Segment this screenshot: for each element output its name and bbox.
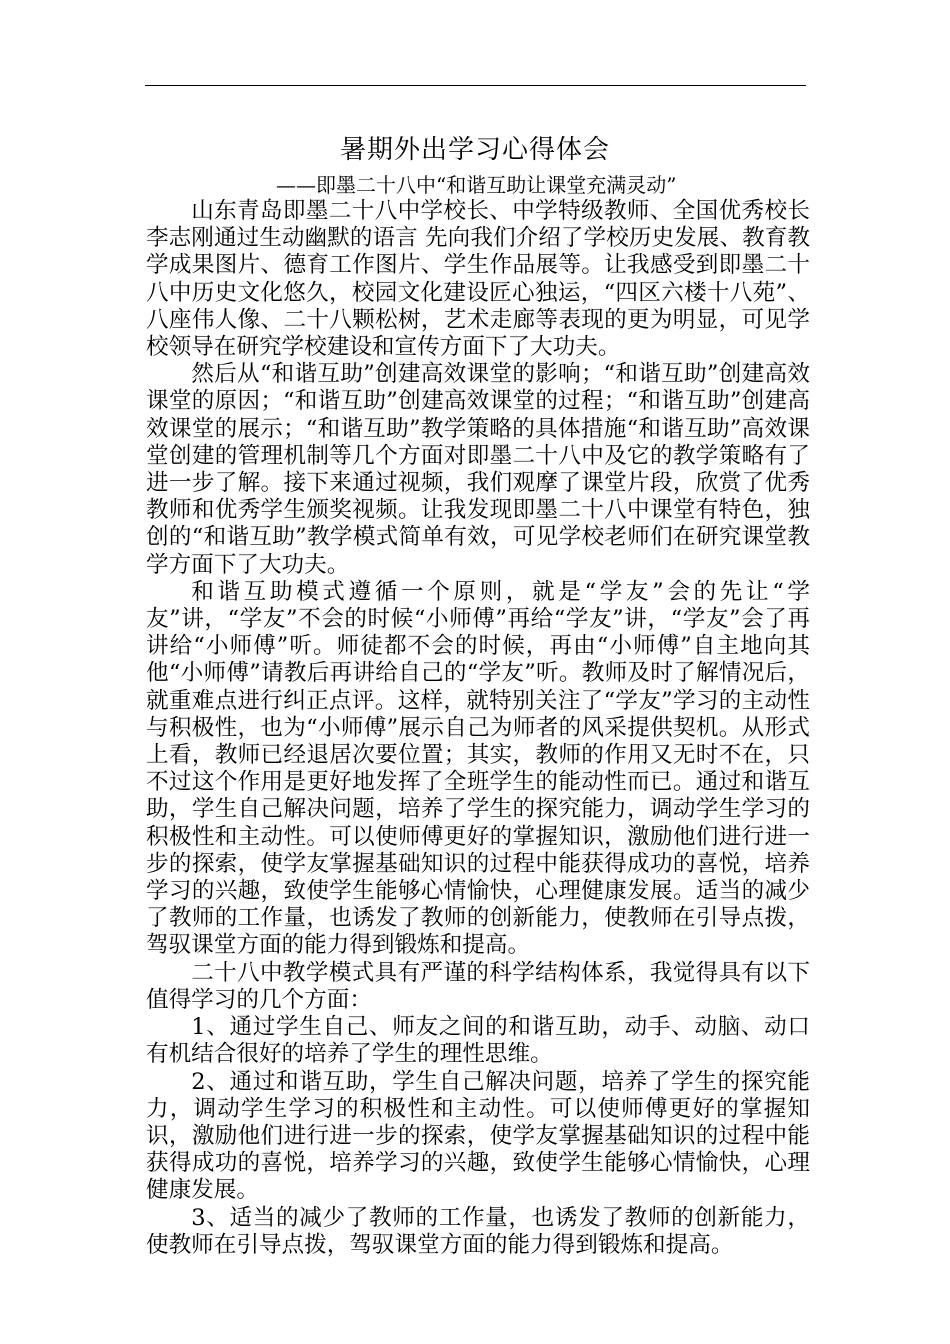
document-subtitle: ——即墨二十八中“和谐互助让课堂充满灵动” [276, 173, 677, 197]
list-item-3: 3、适当的减少了教师的工作量，也诱发了教师的创新能力，使教师在引导点拨，驾驭课堂方面的能力得到锻炼和提高。 [146, 1204, 810, 1258]
paragraph-model: 和谐互助模式遵循一个原则，就是“学友”会的先让“学友”讲，“学友”不会的时候“小师傅”再给“学友”讲，“学友”会了再讲给“小师傅”听。师徒都不会的时候，再由“小师傅”自主地向其他“小师傅”请教后再讲给自己的“学友”听。教师及时了解情况后，就重难点进行纠正点评。这样，就特别关注了“学友”学习的主动性与积极性，也为“小师傅”展示自己为师者的风采提供契机。从形式上看，教师已经退居次要位置；其实，教师的作用又无时不在，只不过这个作用是更好地发挥了全班学生的能动性而已。通过和谐互助，学生自己解决问题，培养了学生的探究能力，调动学生学习的积极性和主动性。可以使师傅更好的掌握知识，激励他们进行进一步的探索，使学友掌握基础知识的过程中能获得成功的喜悦，培养学习的兴趣，致使学生能够心情愉快，心理健康发展。适当的减少了教师的工作量，也诱发了教师的创新能力，使教师在引导点拨，驾驭课堂方面的能力得到锻炼和提高。 [146, 578, 810, 959]
document-title: 暑期外出学习心得体会 [339, 135, 610, 165]
list-item-2: 2、通过和谐互助，学生自己解决问题，培养了学生的探究能力，调动学生学习的积极性和主动性。可以使师傅更好的掌握知识，激励他们进行进一步的探索，使学友掌握基础知识的过程中能获得成功的喜悦，培养学习的兴趣，致使学生能够心情愉快，心理健康发展。 [146, 1068, 810, 1204]
paragraph-strategy: 然后从“和谐互助”创建高效课堂的影响；“和谐互助”创建高效课堂的原因；“和谐互助”创建高效课堂的过程；“和谐互助”创建高效课堂的展示；“和谐互助”教学策略的具体措施“和谐互助”高效课堂创建的管理机制等几个方面对即墨二十八中及它的教学策略有了进一步了解。接下来通过视频，我们观摩了课堂片段，欣赏了优秀教师和优秀学生颁奖视频。让我发现即墨二十八中课堂有特色，独创的“和谐互助”教学模式简单有效，可见学校老师们在研究课堂教学方面下了大功夫。 [146, 361, 810, 578]
document-body [146, 198, 810, 1259]
paragraph-summary: 二十八中教学模式具有严谨的科学结构体系，我觉得具有以下值得学习的几个方面： [146, 959, 810, 1013]
list-item-1: 1、通过学生自己、师友之间的和谐互助，动手、动脑、动口有机结合很好的培养了学生的理性思维。 [146, 1014, 810, 1068]
paragraph-intro: 山东青岛即墨二十八中学校长、中学特级教师、全国优秀校长李志刚通过生动幽默的语言 先向我们介绍了学校历史发展、教育教学成果图片、德育工作图片、学生作品展等。让我感受到即墨二十八中历史文化悠久，校园文化建设匠心独运，“四区六楼十八苑”、八座伟人像、二十八颗松树，艺术走廊等表现的更为明显，可见学校领导在研究学校建设和宣传方面下了大功夫。 [146, 198, 810, 361]
header-rule [145, 85, 806, 86]
